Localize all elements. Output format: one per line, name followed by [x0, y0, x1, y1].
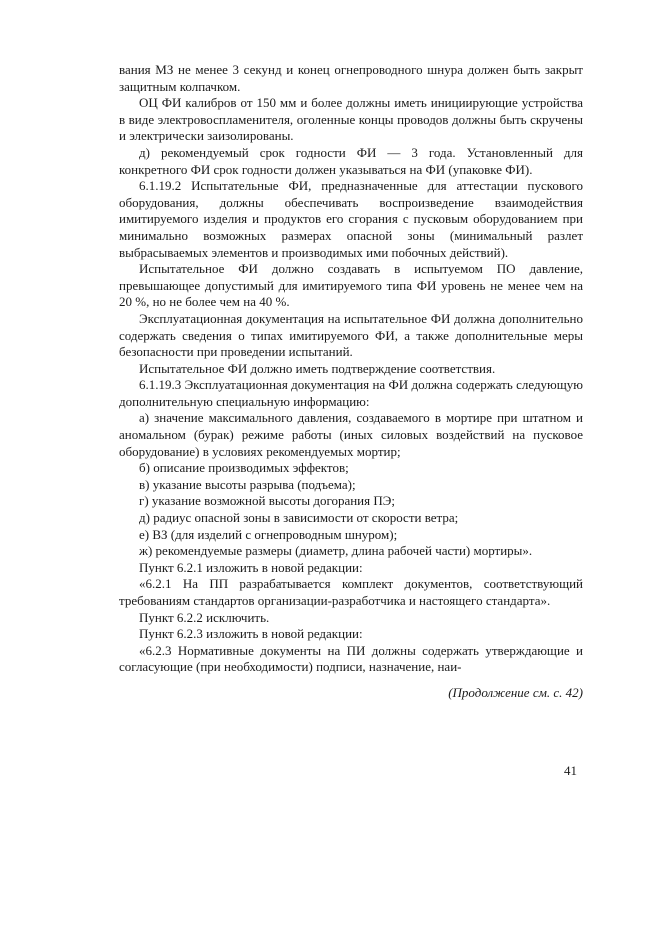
- paragraph: Эксплуатационная документация на испытательное ФИ должна дополнительно содержать сведения о типах имитируемого ФИ, а также дополнительные меры безопасности при проведении испытаний.: [119, 310, 583, 360]
- list-item: г) указание возможной высоты догорания ПЭ;: [139, 493, 395, 509]
- list-item: ж) рекомендуемые размеры (диаметр, длина рабочей части) мортиры».: [139, 543, 533, 559]
- paragraph: ОЦ ФИ калибров от 150 мм и более должны иметь инициирующие устройства в виде электровоспламенителя, оголенные концы проводов должны быть скручены и электрически заизолированы.: [119, 95, 583, 144]
- list-item: в) указание высоты разрыва (подъема);: [139, 476, 356, 492]
- list-item: а) значение максимального давления, создаваемого в мортире при штатном и аномальном (бурак) режиме работы (иных силовых воздействий на пусковое оборудование) в условиях рекомендуемых мортир;: [119, 410, 583, 459]
- list-item: е) ВЗ (для изделий с огнепроводным шнуром);: [139, 526, 398, 542]
- page-number: 41: [564, 763, 577, 778]
- paragraph: Пункт 6.2.2 исключить.: [139, 609, 270, 625]
- document-page: [119, 62, 583, 701]
- paragraph: 6.1.19.3 Эксплуатационная документация на ФИ должна содержать следующую дополнительную специальную информацию:: [119, 377, 583, 409]
- paragraph: 6.1.19.2 Испытательные ФИ, предназначенные для аттестации пускового оборудования, должны обеспечивать воспроизведение взаимодействия имитируемого изделия и продуктов его сгорания с пусковым оборудованием при минимально возможных размерах опасной зоны (минимальный разлет выбрасываемых элементов и производимых ими побочных действий).: [119, 178, 583, 260]
- paragraph: Испытательное ФИ должно создавать в испытуемом ПО давление, превышающее допустимый для имитируемого типа ФИ уровень не менее чем на 20 %, но не более чем на 40 %.: [119, 261, 583, 310]
- continuation-note: (Продолжение см. с. 42): [448, 684, 583, 700]
- paragraph: Пункт 6.2.1 изложить в новой редакции:: [139, 559, 363, 575]
- paragraph: «6.2.3 Нормативные документы на ПИ должны содержать утверждающие и согласующие (при необходимости) подписи, назначение, наи-: [119, 642, 583, 675]
- paragraph: вания МЗ не менее 3 секунд и конец огнепроводного шнура должен быть закрыт защитным колпачком.: [119, 62, 583, 94]
- paragraph: Пункт 6.2.3 изложить в новой редакции:: [139, 626, 363, 642]
- list-item: б) описание производимых эффектов;: [139, 460, 349, 476]
- body-text: [119, 62, 583, 676]
- list-item: д) радиус опасной зоны в зависимости от скорости ветра;: [139, 510, 459, 526]
- paragraph: «6.2.1 На ПП разрабатывается комплект документов, соответствующий требованиям стандартов организации-разработчика и настоящего стандарта».: [119, 576, 583, 608]
- paragraph: д) рекомендуемый срок годности ФИ — 3 года. Установленный для конкретного ФИ срок годности должен указываться на ФИ (упаковке ФИ).: [119, 144, 583, 177]
- paragraph: Испытательное ФИ должно иметь подтверждение соответствия.: [139, 360, 496, 376]
